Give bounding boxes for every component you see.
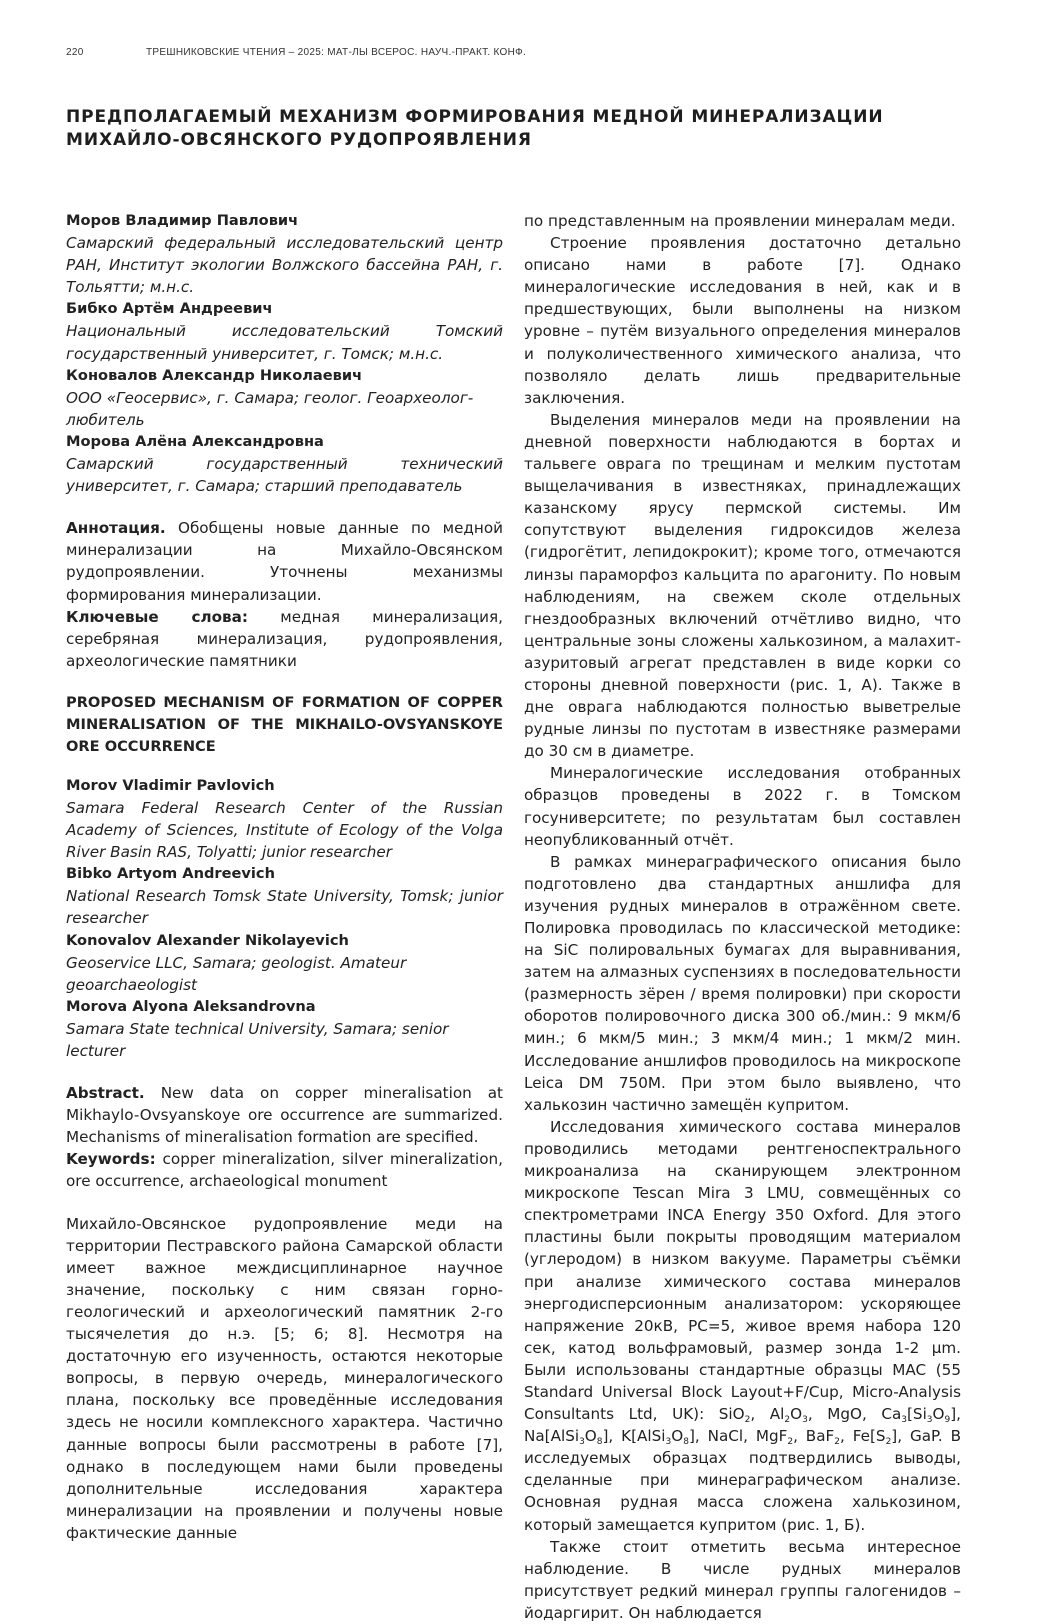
- body-paragraph: Минералогические исследования отобранных образцов проведены в 2022 г. в Томском госуниверситете; по результатам был составлен неопубликованный отчёт.: [524, 764, 961, 849]
- author-name: Морова Алёна Александровна: [66, 432, 324, 450]
- abstract-ru: [66, 517, 503, 605]
- abstract-label: Abstract.: [66, 1084, 145, 1103]
- keywords-label: Keywords:: [66, 1150, 156, 1169]
- author-affiliation: Samara Federal Research Center of the Russian Academy of Sciences, Institute of Ecology of the Volga River Basin RAS, Tolyatti; junior researcher: [66, 798, 503, 862]
- keywords-en: [66, 1148, 503, 1192]
- author-affiliation: Самарский государственный технический университет, г. Самара; старший преподаватель: [66, 455, 503, 496]
- article-title: ПРЕДПОЛАГАЕМЫЙ МЕХАНИЗМ ФОРМИРОВАНИЯ МЕДНОЙ МИНЕРАЛИЗАЦИИ МИХАЙЛО-ОВСЯНСКОГО РУДОПРОЯВЛЕНИЯ: [66, 107, 884, 150]
- author-name: Morova Alyona Aleksandrovna: [66, 997, 316, 1015]
- body-paragraph: Михайло-Овсянское рудопроявление меди на территории Пестравского района Самарской области имеет важное междисциплинарное научное значение, поскольку с ним связан горно-геологический и археологический памятник 2-го тысячелетия до н.э. [5; 6; 8]. Несмотря на достаточную его изученность, остаются некоторые вопросы, в первую очередь, минералогического плана, поскольку все проведённые исследования здесь не носили комплексного характера. Частично данные вопросы были рассмотрены в работе [7], однако в последующем нами были проведены дополнительные исследования характера минерализации на проявлении и получены новые фактические данные: [66, 1214, 503, 1542]
- body-paragraph: [524, 1116, 961, 1536]
- paragraph-text: Исследования химического состава минералов проводились методами рентгеноспектрального микроанализа на сканирующем электронном микроскопе Tescan Mira 3 LMU, совмещённых со спектрометрами INCA Energy 350 Oxford. Для этого пластины были покрыты проводящим материалом (углеродом) в низком вакууме. Параметры съёмки при анализе химического состава минералов энергодисперсионным анализатором: ускоряющее напряжение 20кВ, PC=5, живое время набора 120 сек, катод вольфрамовый, размер зонда 1-2 μm. Были использованы стандартные образцы MAC (55 Standard Universal Block Layout+F/Cup, Micro-Analysis Consultants Ltd, UK):: [524, 1117, 961, 1424]
- abstract-en: [66, 1082, 503, 1148]
- author-affiliation: Samara State technical University, Samara; senior lecturer: [66, 1019, 449, 1060]
- author-affiliation: Самарский федеральный исследовательский центр РАН, Институт экологии Волжского бассейна РАН, г. Тольятти; м.н.с.: [66, 234, 503, 297]
- author-name: Morov Vladimir Pavlovich: [66, 776, 275, 794]
- body-paragraph: Также стоит отметить весьма интересное наблюдение. В числе рудных минералов присутствует редкий минерал группы галогенидов – йодаргирит. Он наблюдается: [524, 1537, 961, 1622]
- paragraph-text: В исследуемых образцах подтвердились выводы, сделанные при минераграфическом анализе. Основная рудная масса сложена халькозином, который замещается купритом (рис. 1, Б).: [524, 1427, 961, 1534]
- author-affiliation: National Research Tomsk State University, Tomsk; junior researcher: [66, 887, 503, 928]
- chemical-formulas: SiO$_2$, $Al_2O_3$, MgO, $Ca_3[Si_3O_9]$, $Na[AlSi_3O_8]$, $K[AlSi_3O_8]$, NaCl, MgF$_2$, BaF$_2$, $Fe[S_2]$, GaP.: [524, 1405, 961, 1448]
- author-name: Konovalov Alexander Nikolayevich: [66, 931, 349, 949]
- abstract-label: Аннотация.: [66, 519, 166, 538]
- body-paragraph: Выделения минералов меди на проявлении на дневной поверхности наблюдаются в бортах и тальвеге оврага по трещинам и мелким пустотам выщелачивания в известняках, принадлежащих казанскому ярусу пермской системы. Им сопутствуют выделения гидроксидов железа (гидрогётит, лепидокрокит); кроме того, отмечаются линзы параморфоз кальцита по арагониту. По новым наблюдениям, на свежем сколе отдельных гнездообразных включений отчётливо видно, что центральные зоны сложены халькозином, а малахит-азуритовый агрегат представлен в виде корки со стороны дневной поверхности (рис. 1, А). Также в дне оврага наблюдаются полностью выветрелые рудные линзы по пустотам в известняке размерами до 30 см в диаметре.: [524, 410, 961, 761]
- author-affiliation: Geoservice LLC, Samara; geologist. Amateur geoarchaeologist: [66, 953, 407, 994]
- abstract-text: Обобщены новые данные по медной минерализации на Михайло-Овсянском рудопроявлении. Уточнены механизмы формирования минерализации.: [66, 519, 503, 604]
- english-title: PROPOSED MECHANISM OF FORMATION OF COPPER MINERALISATION OF THE MIKHAILO-OVSYANSKOYE ORE OCCURRENCE: [66, 693, 503, 755]
- body-paragraph: Строение проявления достаточно детально описано нами в работе [7]. Однако минералогические исследования в ней, как и в предшествующих, были выполнены на низком уровне – путём визуального определения минералов и полуколичественного химического анализа, что позволяло делать лишь предварительные заключения.: [524, 234, 961, 407]
- author-name: Бибко Артём Андреевич: [66, 300, 273, 318]
- body-paragraph: В рамках минераграфического описания было подготовлено два стандартных аншлифа для изучения рудных минералов в отражённом свете. Полировка проводилась по классической методике: на SiC полировальных бумагах для выравнивания, затем на алмазных суспензиях в последовательности (размерность зёрен / время полировки) при скорости оборотов полировочного диска 300 об./мин.: 9 мкм/6 мин.; 6 мкм/5 мин.; 3 мкм/4 мин.; 1 мкм/2 мин. Исследование аншлифов проводилось на микроскопе Leica DM 750M. При этом было выявлено, что халькозин частично замещён купритом.: [524, 852, 961, 1114]
- keywords-label: Ключевые слова:: [66, 607, 248, 626]
- right-column: [524, 210, 961, 1624]
- running-head: [66, 47, 966, 58]
- abstract-text: New data on copper mineralisation at Mikhaylo-Ovsyanskoye ore occurrence are summarized. Mechanisms of mineralisation formation are specified.: [66, 1084, 503, 1147]
- page-number: 220: [66, 47, 84, 58]
- author-affiliation: Национальный исследовательский Томский государственный университет, г. Томск; м.н.с.: [66, 322, 503, 363]
- author-name: Коновалов Александр Николаевич: [66, 366, 363, 384]
- body-paragraph-continued: по представленным на проявлении минералам меди.: [524, 212, 956, 230]
- keywords-text: медная минерализация, серебряная минерализация, рудопроявления, археологические памятники: [66, 607, 503, 670]
- left-column: [66, 210, 503, 1544]
- running-title: ТРЕШНИКОВСКИЕ ЧТЕНИЯ – 2025: МАТ-ЛЫ ВСЕРОС. НАУЧ.-ПРАКТ. КОНФ.: [146, 47, 527, 58]
- keywords-text: copper mineralization, silver mineralization, ore occurrence, archaeological monument: [66, 1150, 503, 1191]
- author-affiliation: ООО «Геосервис», г. Самара; геолог. Геоархеолог-любитель: [66, 388, 474, 429]
- keywords-ru: [66, 606, 503, 672]
- author-name: Моров Владимир Павлович: [66, 212, 299, 229]
- author-name: Bibko Artyom Andreevich: [66, 865, 275, 883]
